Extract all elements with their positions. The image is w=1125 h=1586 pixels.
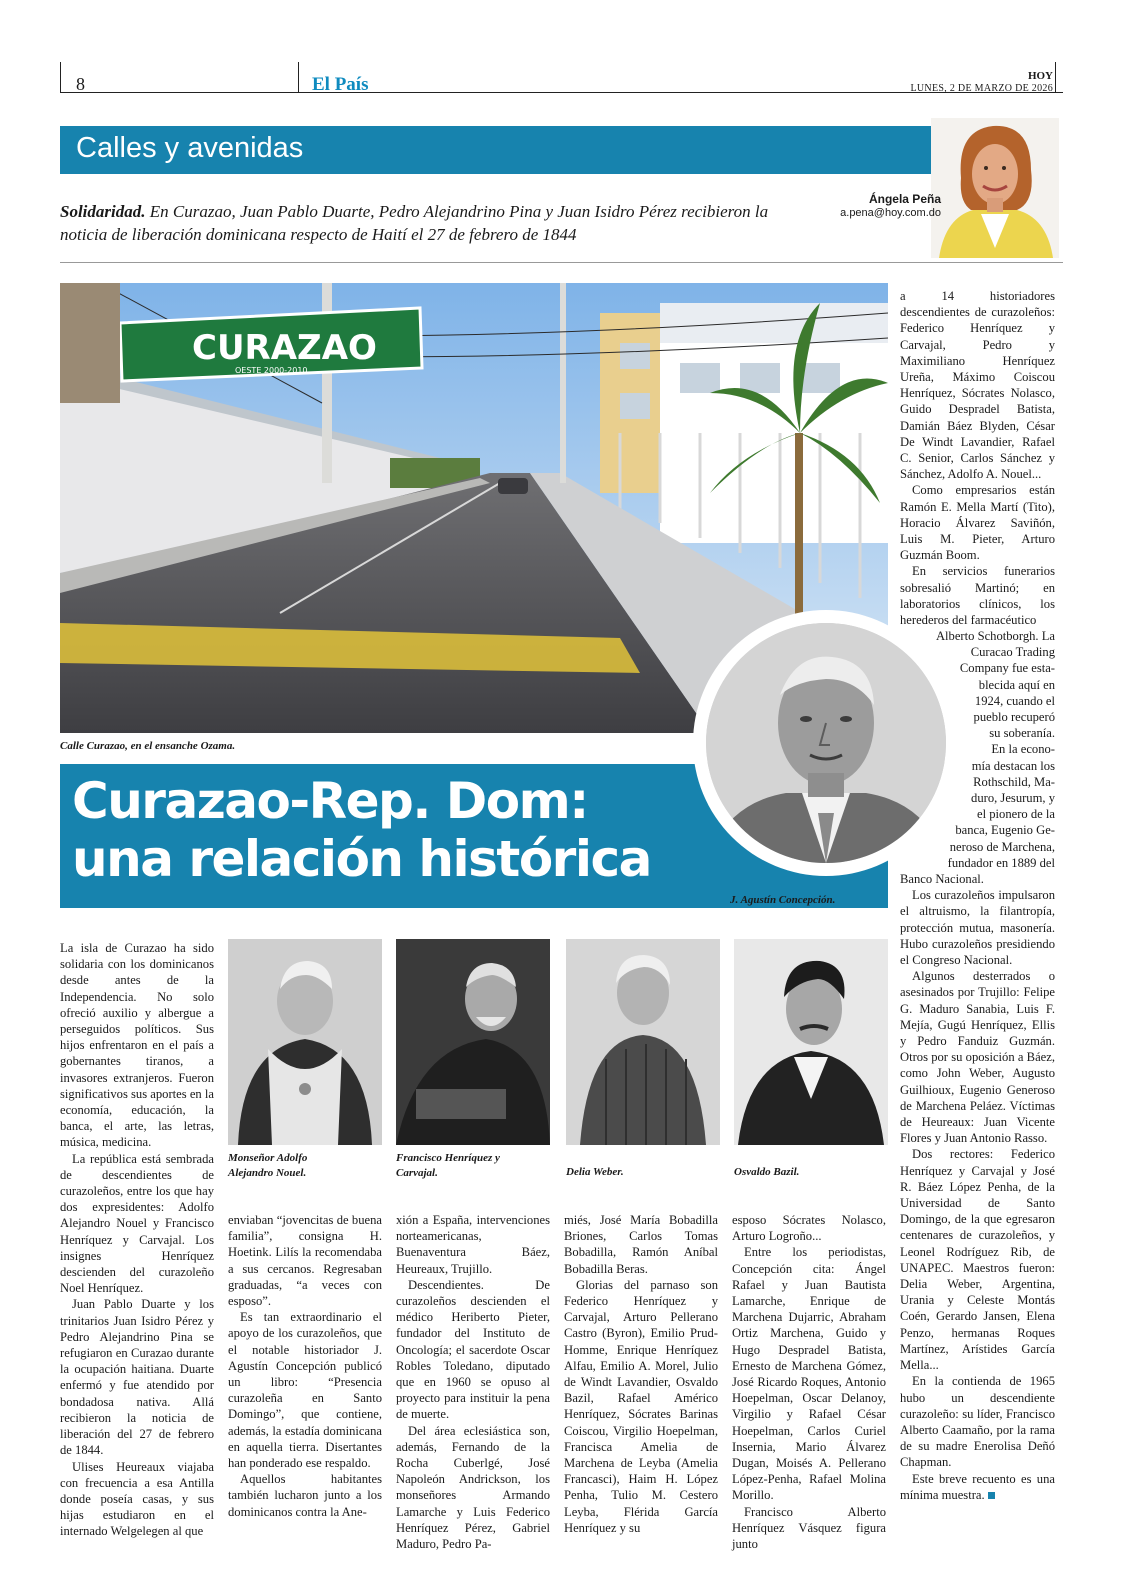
wrap-line: duro, Jesurum, y xyxy=(971,791,1055,806)
henriquez-carvajal-caption-line-2: Carvajal. xyxy=(396,1167,438,1179)
closing-text: Este breve recuento es una mínima muestra. xyxy=(900,1471,1055,1502)
street-photo-caption: Calle Curazao, en el ensanche Ozama. xyxy=(60,740,236,752)
sign-text: CURAZAO xyxy=(192,328,377,368)
paragraph: Dos rectores: Federico Henríquez y Carvajal y José R. Báez López Penha, de la Universidad de Santo Domingo, de la que egresaron centenares de curazoleños, y Leonel Rodríguez Rib, de UNAPEC. Maestros fueron: Delia Weber, Argentina, Urania y Celeste Montás Coén, Gerardo Jansen, Elena Penzo, hermanas Roques Martínez, Arístides García Mella... xyxy=(900,1147,1055,1373)
wrap-line: Alberto Schotborgh. La xyxy=(935,629,1055,643)
wrap-line: su soberanía. xyxy=(989,726,1055,741)
author-name: Ángela Peña xyxy=(868,192,941,206)
delia-weber-caption: Delia Weber. xyxy=(566,1166,624,1178)
wrap-line: mía destacan los xyxy=(971,758,1055,773)
publication-name: HOY xyxy=(1027,70,1053,82)
paragraph: a 14 historiadores descendientes de curazoleños: Federico Henríquez y Carvajal, Pedro y Maximiliano Henríquez Ureña, Máximo Coiscou Henríquez, Sócrates Nolasco, Guido Despradel Batista, Damián Báez Blyden, César De Windt Lavandier, Rafael C. Senior, Carlos Sánchez y Sánchez, Adolfo A. Nouel... xyxy=(900,289,1055,482)
osvaldo-bazil-photo xyxy=(734,939,888,1145)
wrap-line: 1924, cuando el xyxy=(974,693,1055,708)
wrap-line: blecida aquí en xyxy=(978,677,1055,692)
wrap-line: En la econo- xyxy=(991,742,1055,757)
paragraph: miés, José María Bobadilla Briones, Carlos Tomas Bobadilla, Ramón Aníbal Bobadilla Beras. xyxy=(564,1213,718,1276)
column-1 xyxy=(60,940,214,1540)
delia-weber-photo xyxy=(566,939,720,1145)
rubric-title: Calles y avenidas xyxy=(76,132,304,164)
paragraph: Del área eclesiástica son, además, Fernando de la Rocha Cuberlgé, José Napoleón Andrickson, los monseñores Armando Lamarche y Luis Federico Henríquez Pérez, Gabriel Maduro, Pedro Pa- xyxy=(396,1423,550,1552)
paragraph: xión a España, intervenciones norteamericanas, Buenaventura Báez, Heureaux, Trujillo. xyxy=(396,1213,550,1276)
header-rule-left xyxy=(60,62,61,92)
lead-paragraph xyxy=(60,200,795,246)
osvaldo-bazil-caption: Osvaldo Bazil. xyxy=(734,1166,800,1178)
wrap-line: fundador en 1889 del xyxy=(947,855,1055,870)
column-6-top xyxy=(900,288,1055,628)
wrap-line: Company fue esta- xyxy=(959,661,1055,676)
column-4 xyxy=(564,1212,718,1536)
lead-kicker: Solidaridad. xyxy=(60,202,146,221)
headline xyxy=(72,772,712,888)
paragraph: En la contienda de 1965 hubo un descendiente curazoleño: su líder, Francisco Alberto Caamaño, por la rama de su madre Enerolisa Deñó Chapman. xyxy=(900,1374,1055,1470)
paragraph: enviaban “jovencitas de buena familia”, consigna H. Hoetink. Lilís la recomendaba a sus cercanos. Regresaban graduadas, “a veces con esposo”. xyxy=(228,1213,382,1309)
paragraph: Francisco Alberto Henríquez Vásquez figura junto xyxy=(732,1504,886,1552)
headline-line-1: Curazao-Rep. Dom: xyxy=(72,772,588,830)
page-number: 8 xyxy=(76,74,85,94)
paragraph: Aquellos habitantes también lucharon junto a los dominicanos contra la Ane- xyxy=(228,1472,382,1519)
column-6-wrap xyxy=(900,628,1055,871)
henriquez-carvajal-photo xyxy=(396,939,550,1145)
wrap-line: neroso de Marchena, xyxy=(949,839,1055,854)
nouel-photo xyxy=(228,939,382,1145)
nouel-caption xyxy=(228,1151,307,1181)
lead-separator xyxy=(60,262,1063,263)
paragraph: Algunos desterrados o asesinados por Trujillo: Felipe G. Maduro Sanabia, Luis F. Mejía, Gugú Henríquez, Ellis y Pedro Fanduiz Guzmán. Otros por su oposición a Báez, como John Weber, Augusto Guilhioux, Eugenio Generoso de Marchena Peláez. Víctimas de Heureaux: Juan Vicente Flores y Juan Antonio Rasso. xyxy=(900,969,1055,1146)
paragraph: Los curazoleños impulsaron el altruismo, la filantropía, protección mutua, masonería. Hubo curazoleños presidiendo el Congreso Nacional. xyxy=(900,888,1055,968)
column-6-bottom xyxy=(900,871,1055,1503)
paragraph: Como empresarios están Ramón E. Mella Martí (Tito), Horacio Álvarez Saviñón, Luis M. Pieter, Arturo Guzmán Boom. xyxy=(900,483,1055,563)
header-rule-right xyxy=(1055,62,1056,92)
wrap-line: Rothschild, Ma- xyxy=(973,774,1055,789)
header-rule-mid xyxy=(298,62,299,92)
paragraph: En servicios funerarios sobresalió Martinó; en laboratorios clínicos, los herederos del farmacéutico xyxy=(900,564,1055,628)
henriquez-carvajal-caption-line-1: Francisco Henríquez y xyxy=(396,1152,500,1164)
headline-line-2: una relación histórica xyxy=(72,830,651,888)
paragraph: Banco Nacional. xyxy=(900,872,984,886)
portrait-caption: J. Agustín Concepción. xyxy=(730,894,836,906)
paragraph: Entre los periodistas, Concepción cita: Ángel Rafael y Juan Bautista Lamarche, Enrique de Marchena Dujarric, Abraham Ortiz Marchena, Guido y Hugo Despradel Batista, Ernesto de Marchena Gómez, José Ricardo Roques, Antonio Hoepelman, Oscar Delanoy, Virgilio y Rafael César Hoepelman, Carlos Curiel Insernia, Mario Álvarez Dugan, Moisés A. Pellerano López-Penha, Rafael Molina Morillo. xyxy=(732,1245,886,1503)
section-name[interactable]: El País xyxy=(312,74,369,95)
nouel-caption-line-1: Monseñor Adolfo xyxy=(228,1152,308,1164)
nouel-caption-line-2: Alejandro Nouel. xyxy=(228,1167,307,1179)
paragraph: esposo Sócrates Nolasco, Arturo Logroño... xyxy=(732,1213,886,1244)
wrap-line: el pionero de la xyxy=(977,807,1055,822)
author-photo xyxy=(931,118,1059,258)
paragraph: Juan Pablo Duarte y los trinitarios Juan Isidro Pérez y Pedro Alejandrino Pina se refugiaron en Curazao durante la ocupación haitiana. Duarte enfermó y fue atendido por bondadosa nativa. Allá recibieron la noticia de liberación del 27 de febrero de 1844. xyxy=(60,1297,214,1458)
column-2 xyxy=(228,1212,382,1520)
henriquez-carvajal-caption xyxy=(396,1151,500,1181)
sign-subtext: OESTE 2000-2010 xyxy=(235,366,308,375)
wrap-line: pueblo recuperó xyxy=(973,710,1055,725)
paragraph: Descendientes. De curazoleños descienden el médico Heriberto Pieter, fundador del Instituto de Oncología; el sacerdote Oscar Robles Toledano, diputado que en 1960 se opuso al proyecto para instituir la pena de muerte. xyxy=(396,1277,550,1422)
column-5 xyxy=(732,1212,886,1552)
paragraph: La república está sembrada de descendientes de curazoleños, entre los que hay dos expresidentes: Adolfo Alejandro Nouel y Francisco Henríquez y Carvajal. Los insignes Henríquez descienden del curazoleño Noel Henríquez. xyxy=(60,1151,214,1296)
lead-text: En Curazao, Juan Pablo Duarte, Pedro Alejandrino Pina y Juan Isidro Pérez recibieron la noticia de liberación dominicana respecto de Haití el 27 de febrero de 1844 xyxy=(60,202,769,244)
issue-date: LUNES, 2 DE MARZO DE 2026 xyxy=(910,83,1053,94)
paragraph: Glorias del parnaso son Federico Henríquez y Carvajal, Arturo Pellerano Castro (Byron), Emilio Prud-Homme, Enrique Henríquez Alfau, Emilio A. Morel, Julio de Windt Lavandier, Osvaldo Bazil, Rafael Américo Henríquez, Sócrates Barinas Coiscou, Virgilio Hoepelman, Francisca Amelia de Marchena de Leyba (Amelia Francasci), Haim H. López Penha, Tulio M. Cestero Leyba, Flérida García Henríquez y su xyxy=(564,1277,718,1535)
end-mark-icon xyxy=(988,1492,995,1499)
wrap-line: Curacao Trading xyxy=(970,645,1055,660)
wrap-line: banca, Eugenio Ge- xyxy=(955,823,1055,838)
author-email[interactable]: a.pena@hoy.com.do xyxy=(840,207,941,219)
column-3 xyxy=(396,1212,550,1552)
closing-paragraph xyxy=(900,1471,1055,1503)
paragraph: Ulises Heureaux viajaba con frecuencia a esa Antilla donde poseía casas, y sus hijas estudiaron en el internado Welgelegen al que xyxy=(60,1459,214,1539)
paragraph: Es tan extraordinario el apoyo de los curazoleños, que el notable historiador J. Agustín Concepción publicó un libro: “Presencia curazoleña en Santo Domingo”, que contiene, además, la estadía dominicana en aquella tierra. Disertantes han ponderado ese respaldo. xyxy=(228,1310,382,1471)
paragraph: La isla de Curazao ha sido solidaria con los dominicanos desde antes de la Independencia. No solo ofreció auxilio y albergue a perseguidos políticos. Sus hijos enfrentaron en el país a gobernantes tiranos, a invasores extranjeros. Fueron significativos sus aportes en la economía, educación, la banca, el arte, las letras, música, medicina. xyxy=(60,941,214,1150)
